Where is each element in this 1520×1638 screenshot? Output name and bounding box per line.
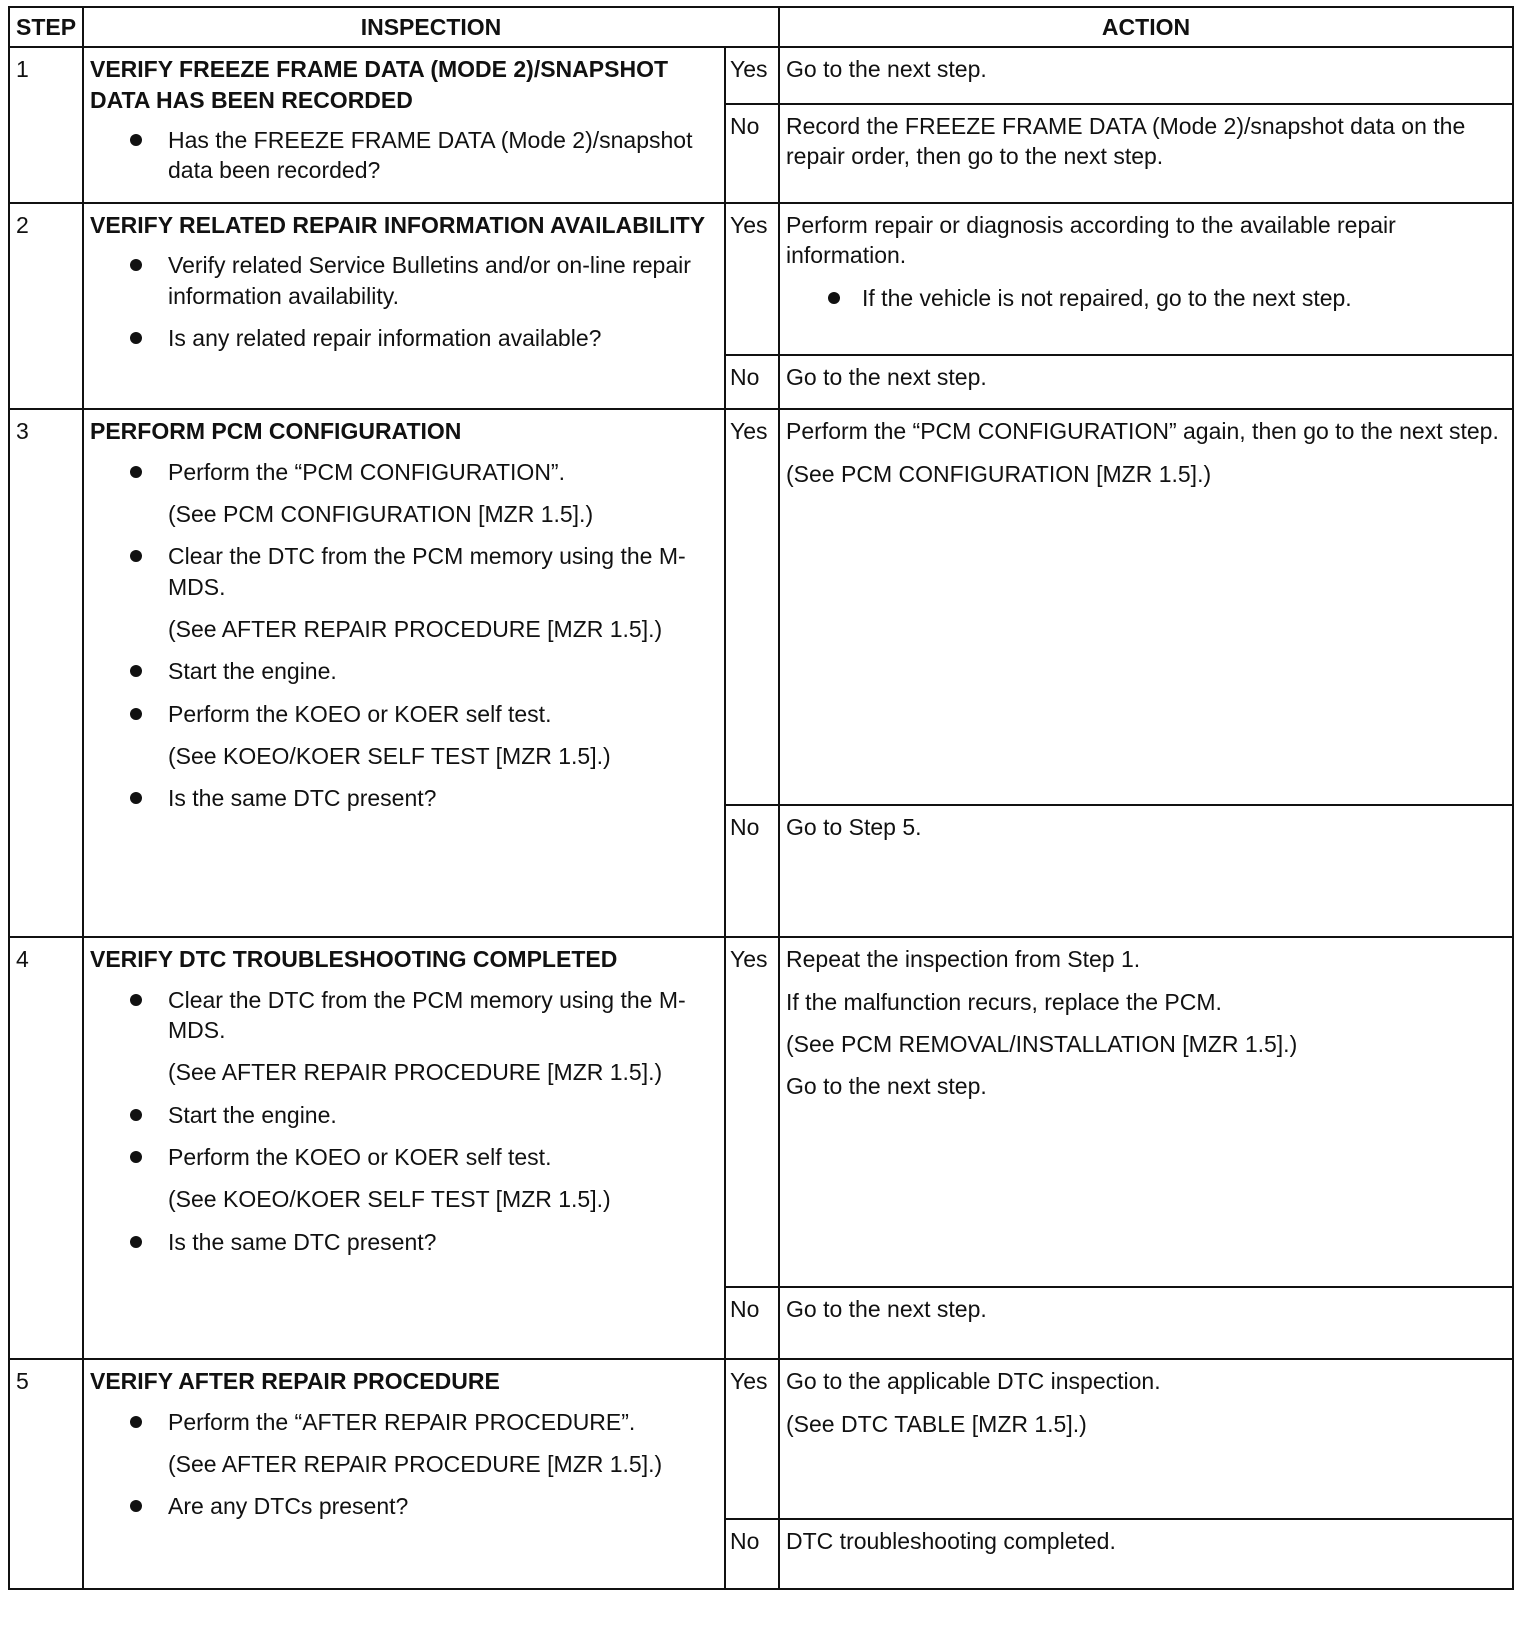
reference-text: (See AFTER REPAIR PROCEDURE [MZR 1.5].) <box>168 1059 663 1086</box>
inspection-bullet: Has the FREEZE FRAME DATA (Mode 2)/snapshot data been recorded? <box>90 125 718 186</box>
bullet-icon <box>130 1500 142 1512</box>
table-row <box>9 937 1513 1287</box>
no-label: No <box>725 355 779 409</box>
action-no: Record the FREEZE FRAME DATA (Mode 2)/snapshot data on the repair order, then go to the next step. <box>779 104 1513 203</box>
no-label: No <box>725 1287 779 1359</box>
inspection-title: VERIFY FREEZE FRAME DATA (MODE 2)/SNAPSHOT DATA HAS BEEN RECORDED <box>90 56 669 113</box>
inspection-cell <box>83 47 725 202</box>
table-row <box>9 1359 1513 1519</box>
inspection-bullet: Is the same DTC present? <box>90 783 718 813</box>
table-header-row <box>9 7 1513 47</box>
inspection-cell <box>83 409 725 937</box>
table-row <box>9 409 1513 805</box>
inspection-bullet: Perform the “PCM CONFIGURATION”. <box>90 457 718 487</box>
inspection-bullet: Perform the “AFTER REPAIR PROCEDURE”. <box>90 1407 718 1437</box>
inspection-title: VERIFY AFTER REPAIR PROCEDURE <box>90 1368 500 1395</box>
inspection-cell <box>83 1359 725 1589</box>
action-no: DTC troubleshooting completed. <box>779 1519 1513 1589</box>
inspection-title: VERIFY DTC TROUBLESHOOTING COMPLETED <box>90 946 618 973</box>
inspection-bullet: Start the engine. <box>90 656 718 686</box>
reference-text: (See AFTER REPAIR PROCEDURE [MZR 1.5].) <box>168 1450 663 1477</box>
bullet-icon <box>130 1109 142 1121</box>
action-yes: Repeat the inspection from Step 1. If the malfunction recurs, replace the PCM. (See PCM REMOVAL/INSTALLATION [MZR 1.5].) Go to the next step. <box>779 937 1513 1287</box>
bullet-icon <box>828 292 840 304</box>
inspection-cell <box>83 203 725 409</box>
table-row <box>9 203 1513 355</box>
yes-label: Yes <box>725 1359 779 1519</box>
action-yes: Go to the next step. <box>779 47 1513 104</box>
header-action: ACTION <box>779 7 1513 47</box>
yes-label: Yes <box>725 937 779 1287</box>
inspection-title: PERFORM PCM CONFIGURATION <box>90 418 462 445</box>
inspection-bullet: Is the same DTC present? <box>90 1227 718 1257</box>
action-bullet: If the vehicle is not repaired, go to the next step. <box>786 283 1506 313</box>
yes-label: Yes <box>725 203 779 355</box>
table-row <box>9 47 1513 104</box>
bullet-icon <box>130 708 142 720</box>
no-label: No <box>725 805 779 937</box>
bullet-icon <box>130 550 142 562</box>
diagnostic-table <box>8 6 1514 1590</box>
bullet-icon <box>130 134 142 146</box>
inspection-cell <box>83 937 725 1359</box>
inspection-bullet: Clear the DTC from the PCM memory using the M-MDS. <box>90 985 718 1046</box>
no-label: No <box>725 104 779 203</box>
reference-text: (See KOEO/KOER SELF TEST [MZR 1.5].) <box>168 743 611 770</box>
bullet-icon <box>130 1416 142 1428</box>
step-number: 3 <box>9 409 83 937</box>
header-step: STEP <box>9 7 83 47</box>
inspection-bullet: Clear the DTC from the PCM memory using the M-MDS. <box>90 541 718 602</box>
inspection-bullet: Are any DTCs present? <box>90 1491 718 1521</box>
step-number: 5 <box>9 1359 83 1589</box>
action-yes: Go to the applicable DTC inspection. (See DTC TABLE [MZR 1.5].) <box>779 1359 1513 1519</box>
no-label: No <box>725 1519 779 1589</box>
step-number: 1 <box>9 47 83 202</box>
header-inspection: INSPECTION <box>83 7 779 47</box>
reference-text: (See PCM CONFIGURATION [MZR 1.5].) <box>168 500 594 527</box>
bullet-icon <box>130 259 142 271</box>
step-number: 2 <box>9 203 83 409</box>
inspection-bullet: Perform the KOEO or KOER self test. <box>90 699 718 729</box>
bullet-icon <box>130 466 142 478</box>
bullet-icon <box>130 332 142 344</box>
inspection-bullet: Verify related Service Bulletins and/or on-line repair information availability. <box>90 250 718 311</box>
bullet-icon <box>130 1236 142 1248</box>
yes-label: Yes <box>725 47 779 104</box>
bullet-icon <box>130 792 142 804</box>
yes-label: Yes <box>725 409 779 805</box>
bullet-icon <box>130 994 142 1006</box>
inspection-bullet: Is any related repair information available? <box>90 323 718 353</box>
step-number: 4 <box>9 937 83 1359</box>
bullet-icon <box>130 1151 142 1163</box>
action-no: Go to the next step. <box>779 355 1513 409</box>
reference-text: (See KOEO/KOER SELF TEST [MZR 1.5].) <box>168 1186 611 1213</box>
inspection-title: VERIFY RELATED REPAIR INFORMATION AVAILABILITY <box>90 211 706 238</box>
action-yes: Perform the “PCM CONFIGURATION” again, then go to the next step. (See PCM CONFIGURATION [MZR 1.5].) <box>779 409 1513 805</box>
bullet-icon <box>130 665 142 677</box>
reference-text: (See AFTER REPAIR PROCEDURE [MZR 1.5].) <box>168 615 663 642</box>
inspection-bullet: Perform the KOEO or KOER self test. <box>90 1142 718 1172</box>
action-yes: Perform repair or diagnosis according to the available repair information. If the vehicle is not repaired, go to the next step. <box>779 203 1513 355</box>
action-no: Go to Step 5. <box>779 805 1513 937</box>
inspection-bullet: Start the engine. <box>90 1100 718 1130</box>
action-no: Go to the next step. <box>779 1287 1513 1359</box>
